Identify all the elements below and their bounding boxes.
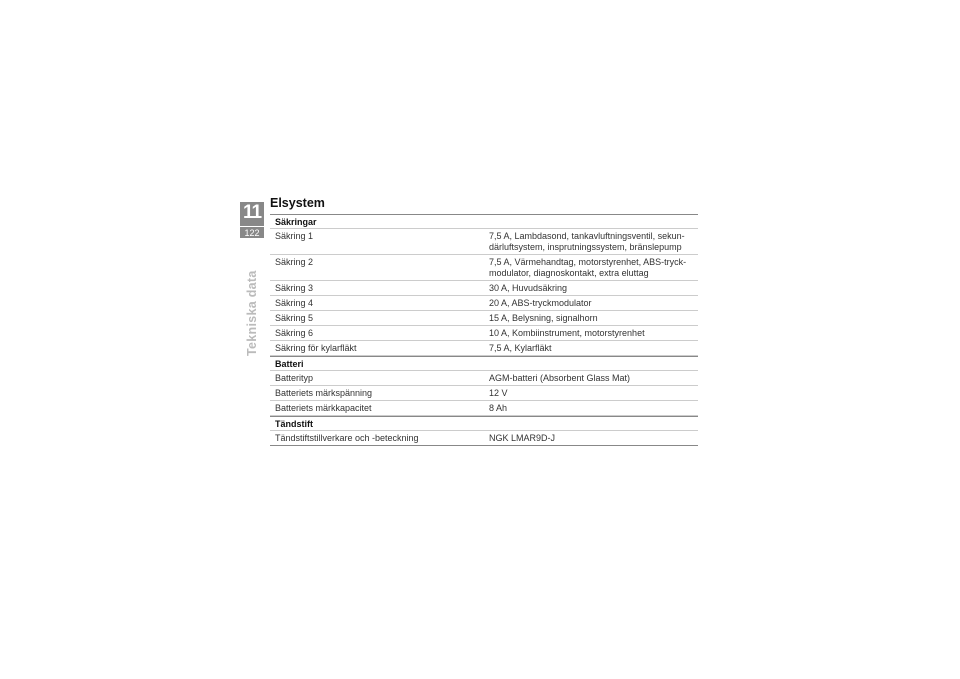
spec-value [484, 255, 698, 280]
spec-row [270, 326, 698, 341]
spec-value [484, 371, 698, 385]
spec-value-line: 12 V [489, 388, 508, 398]
spec-value [484, 311, 698, 325]
spec-value-line: NGK LMAR9D-J [489, 433, 556, 443]
spec-row [270, 386, 698, 401]
spec-value-line: 30 A, Huvudsäkring [489, 283, 568, 293]
chapter-side-label: Tekniska data [245, 270, 259, 356]
spec-value-line: AGM-batteri (Absorbent Glass Mat) [489, 373, 631, 383]
spec-name: Batteriets märkkapacitet [275, 403, 372, 413]
spec-row [270, 281, 698, 296]
group-header-row [270, 214, 698, 229]
spec-value-line: därluftsystem, insprutningssystem, bränslepump [489, 242, 682, 252]
spec-row [270, 431, 698, 446]
spec-name: Säkring för kylarfläkt [275, 343, 357, 353]
spec-value [484, 401, 698, 415]
section-title: Elsystem [270, 196, 325, 210]
spec-value [484, 431, 698, 445]
spec-name: Batteriets märkspänning [275, 388, 373, 398]
spec-value-line: 7,5 A, Kylarfläkt [489, 343, 552, 353]
spec-value-line: 10 A, Kombiinstrument, motorstyrenhet [489, 328, 645, 338]
spec-row [270, 229, 698, 255]
spec-name: Säkring 3 [275, 283, 314, 293]
spec-name: Säkring 1 [275, 231, 314, 241]
spec-row [270, 371, 698, 386]
spec-value-line: modulator, diagnoskontakt, extra eluttag [489, 268, 649, 278]
spec-name: Säkring 4 [275, 298, 314, 308]
chapter-number: 11 [242, 202, 262, 223]
spec-value [484, 341, 698, 355]
spec-row [270, 401, 698, 416]
spec-value [484, 386, 698, 400]
spec-name: Tändstiftstillverkare och -beteckning [275, 433, 419, 443]
spec-value-line: 8 Ah [489, 403, 508, 413]
group-header-row [270, 416, 698, 431]
group-header-row [270, 356, 698, 371]
chapter-marker [240, 202, 264, 238]
group-label: Batteri [275, 359, 304, 369]
spec-value-line: 15 A, Belysning, signalhorn [489, 313, 598, 323]
spec-value-line: 7,5 A, Värmehandtag, motorstyrenhet, ABS-tryck- [489, 257, 687, 267]
spec-row [270, 255, 698, 281]
spec-value-line: 7,5 A, Lambdasond, tankavluftningsventil, sekun- [489, 231, 685, 241]
spec-value [484, 296, 698, 310]
spec-name: Batterityp [275, 373, 314, 383]
group-label: Säkringar [275, 217, 317, 227]
spec-value [484, 326, 698, 340]
page-number: 122 [240, 226, 264, 238]
spec-value-line: 20 A, ABS-tryckmodulator [489, 298, 592, 308]
spec-name: Säkring 2 [275, 257, 314, 267]
spec-row [270, 311, 698, 326]
spec-row [270, 341, 698, 356]
spec-name: Säkring 5 [275, 313, 314, 323]
spec-row [270, 296, 698, 311]
spec-name: Säkring 6 [275, 328, 314, 338]
group-label: Tändstift [275, 419, 313, 429]
spec-table [270, 214, 698, 446]
spec-value [484, 229, 698, 254]
spec-value [484, 281, 698, 295]
